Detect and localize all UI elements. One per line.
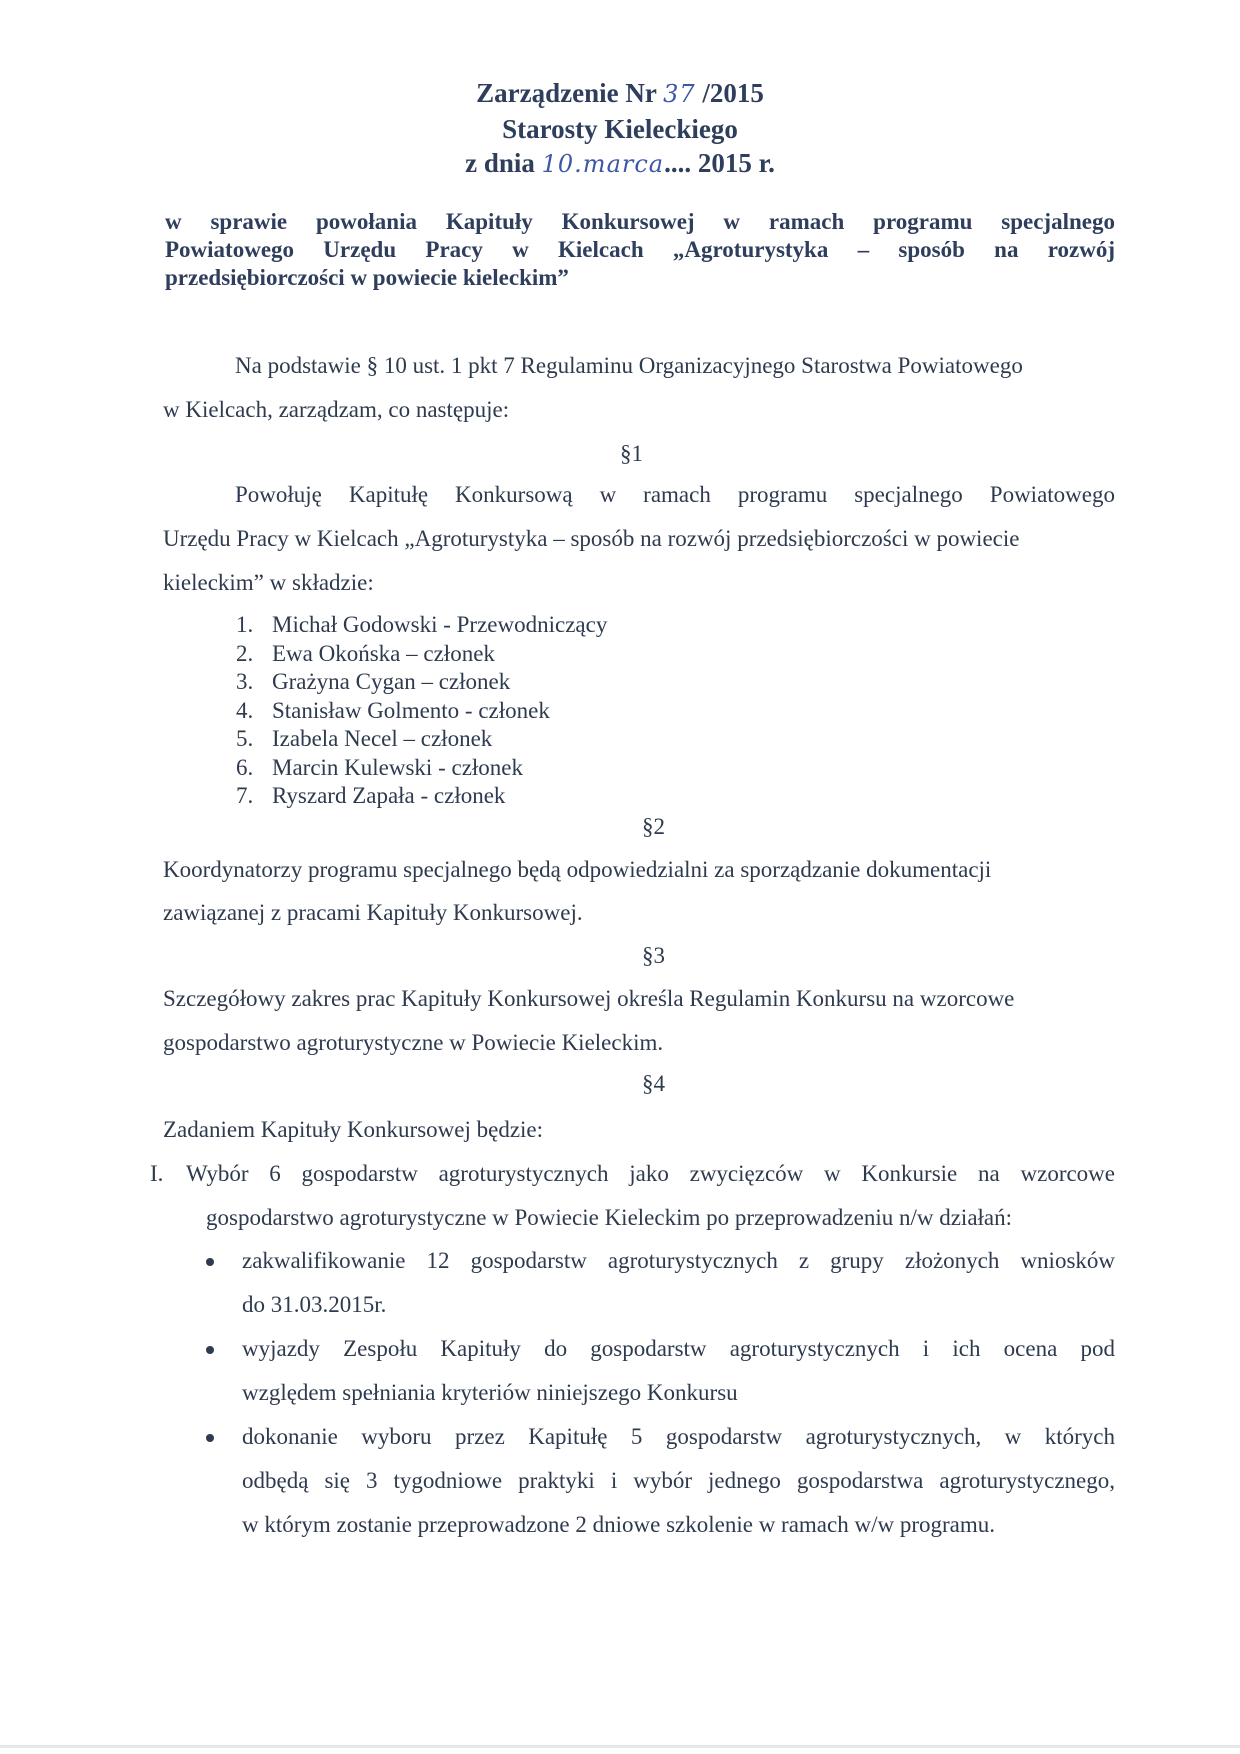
handwritten-number: 37 [663,80,696,108]
document-subject [165,208,1115,292]
list-item: 4. Stanisław Golmento - członek [236,698,550,723]
section-2-sign: §2 [642,814,665,839]
section-3-line: gospodarstwo agroturystyczne w Powiecie Kieleckim. [163,1030,664,1055]
list-item: 2. Ewa Okońska – członek [236,641,495,666]
list-item: 5. Izabela Necel – członek [236,726,493,751]
item-line: gospodarstwo agroturystyczne w Powiecie Kieleckim po przeprowadzeniu n/w działań: [206,1205,1013,1230]
document-date [0,146,1240,181]
issuing-authority: Starosty Kieleckiego [502,114,738,144]
list-item: 7. Ryszard Zapała - członek [236,783,506,808]
scan-edge-divider [0,1745,1240,1748]
section-3-line: Szczegółowy zakres prac Kapituły Konkursowej określa Regulamin Konkursu na wzorcowe [163,986,1015,1011]
section-4-intro: Zadaniem Kapituły Konkursowej będzie: [163,1117,544,1142]
title-prefix: Zarządzenie Nr [476,78,657,108]
list-item: 6. Marcin Kulewski - członek [236,755,524,780]
section-1-line: kieleckim” w składzie: [163,570,374,595]
document-title [0,76,1240,111]
list-item: 3. Grażyna Cygan – członek [236,669,511,694]
item-number: I. [150,1161,164,1186]
bullet-line: w którym zostanie przeprowadzone 2 dniowe szkolenie w ramach w/w programu. [242,1512,996,1537]
handwritten-date: 10.marca [541,150,665,178]
date-prefix: z dnia [465,148,535,178]
section-1-sign: §1 [620,441,643,466]
bullet-icon [206,1258,214,1266]
bullet-line: względem spełniania kryteriów niniejszego Konkursu [242,1380,738,1405]
legal-basis-line: Na podstawie § 10 ust. 1 pkt 7 Regulaminu Organizacyjnego Starostwa Powiatowego [235,353,1023,378]
bullet-icon [206,1434,214,1442]
subject-line: przedsiębiorczości w powiecie kieleckim” [165,265,569,290]
section-4-sign: §4 [642,1071,665,1096]
bullet-line: do 31.03.2015r. [242,1292,387,1317]
subject-line: w sprawie powołania Kapituły Konkursowej w ramach programu specjalnego [165,209,1115,234]
item-line: Wybór 6 gospodarstw agroturystycznych jako zwycięzców w Konkursie na wzorcowe [186,1161,1115,1186]
bullet-line: dokonanie wyboru przez Kapitułę 5 gospodarstw agroturystycznych, w których [242,1424,1115,1449]
list-item: 1. Michał Godowski - Przewodniczący [236,612,608,637]
section-1-line: Urzędu Pracy w Kielcach „Agroturystyka – sposób na rozwój przedsiębiorczości w powiecie [163,526,1020,551]
section-1-line: Powołuję Kapitułę Konkursową w ramach programu specjalnego Powiatowego [235,482,1115,507]
bullet-icon [206,1346,214,1354]
legal-basis-line: w Kielcach, zarządzam, co następuje: [163,397,510,422]
title-suffix: /2015 [702,78,764,108]
bullet-line: zakwalifikowanie 12 gospodarstw agroturystycznych z grupy złożonych wniosków [242,1248,1115,1273]
section-2-line: Koordynatorzy programu specjalnego będą odpowiedzialni za sporządzanie dokumentacji [163,857,992,882]
section-3-sign: §3 [642,943,665,968]
subject-line: Powiatowego Urzędu Pracy w Kielcach „Agroturystyka – sposób na rozwój [165,237,1115,262]
bullet-line: wyjazdy Zespołu Kapituły do gospodarstw agroturystycznych i ich ocena pod [242,1336,1115,1361]
section-2-line: zawiązanej z pracami Kapituły Konkursowej. [163,900,583,925]
bullet-line: odbędą się 3 tygodniowe praktyki i wybór jednego gospodarstwa agroturystycznego, [242,1468,1115,1493]
date-suffix: .... 2015 r. [664,148,775,178]
